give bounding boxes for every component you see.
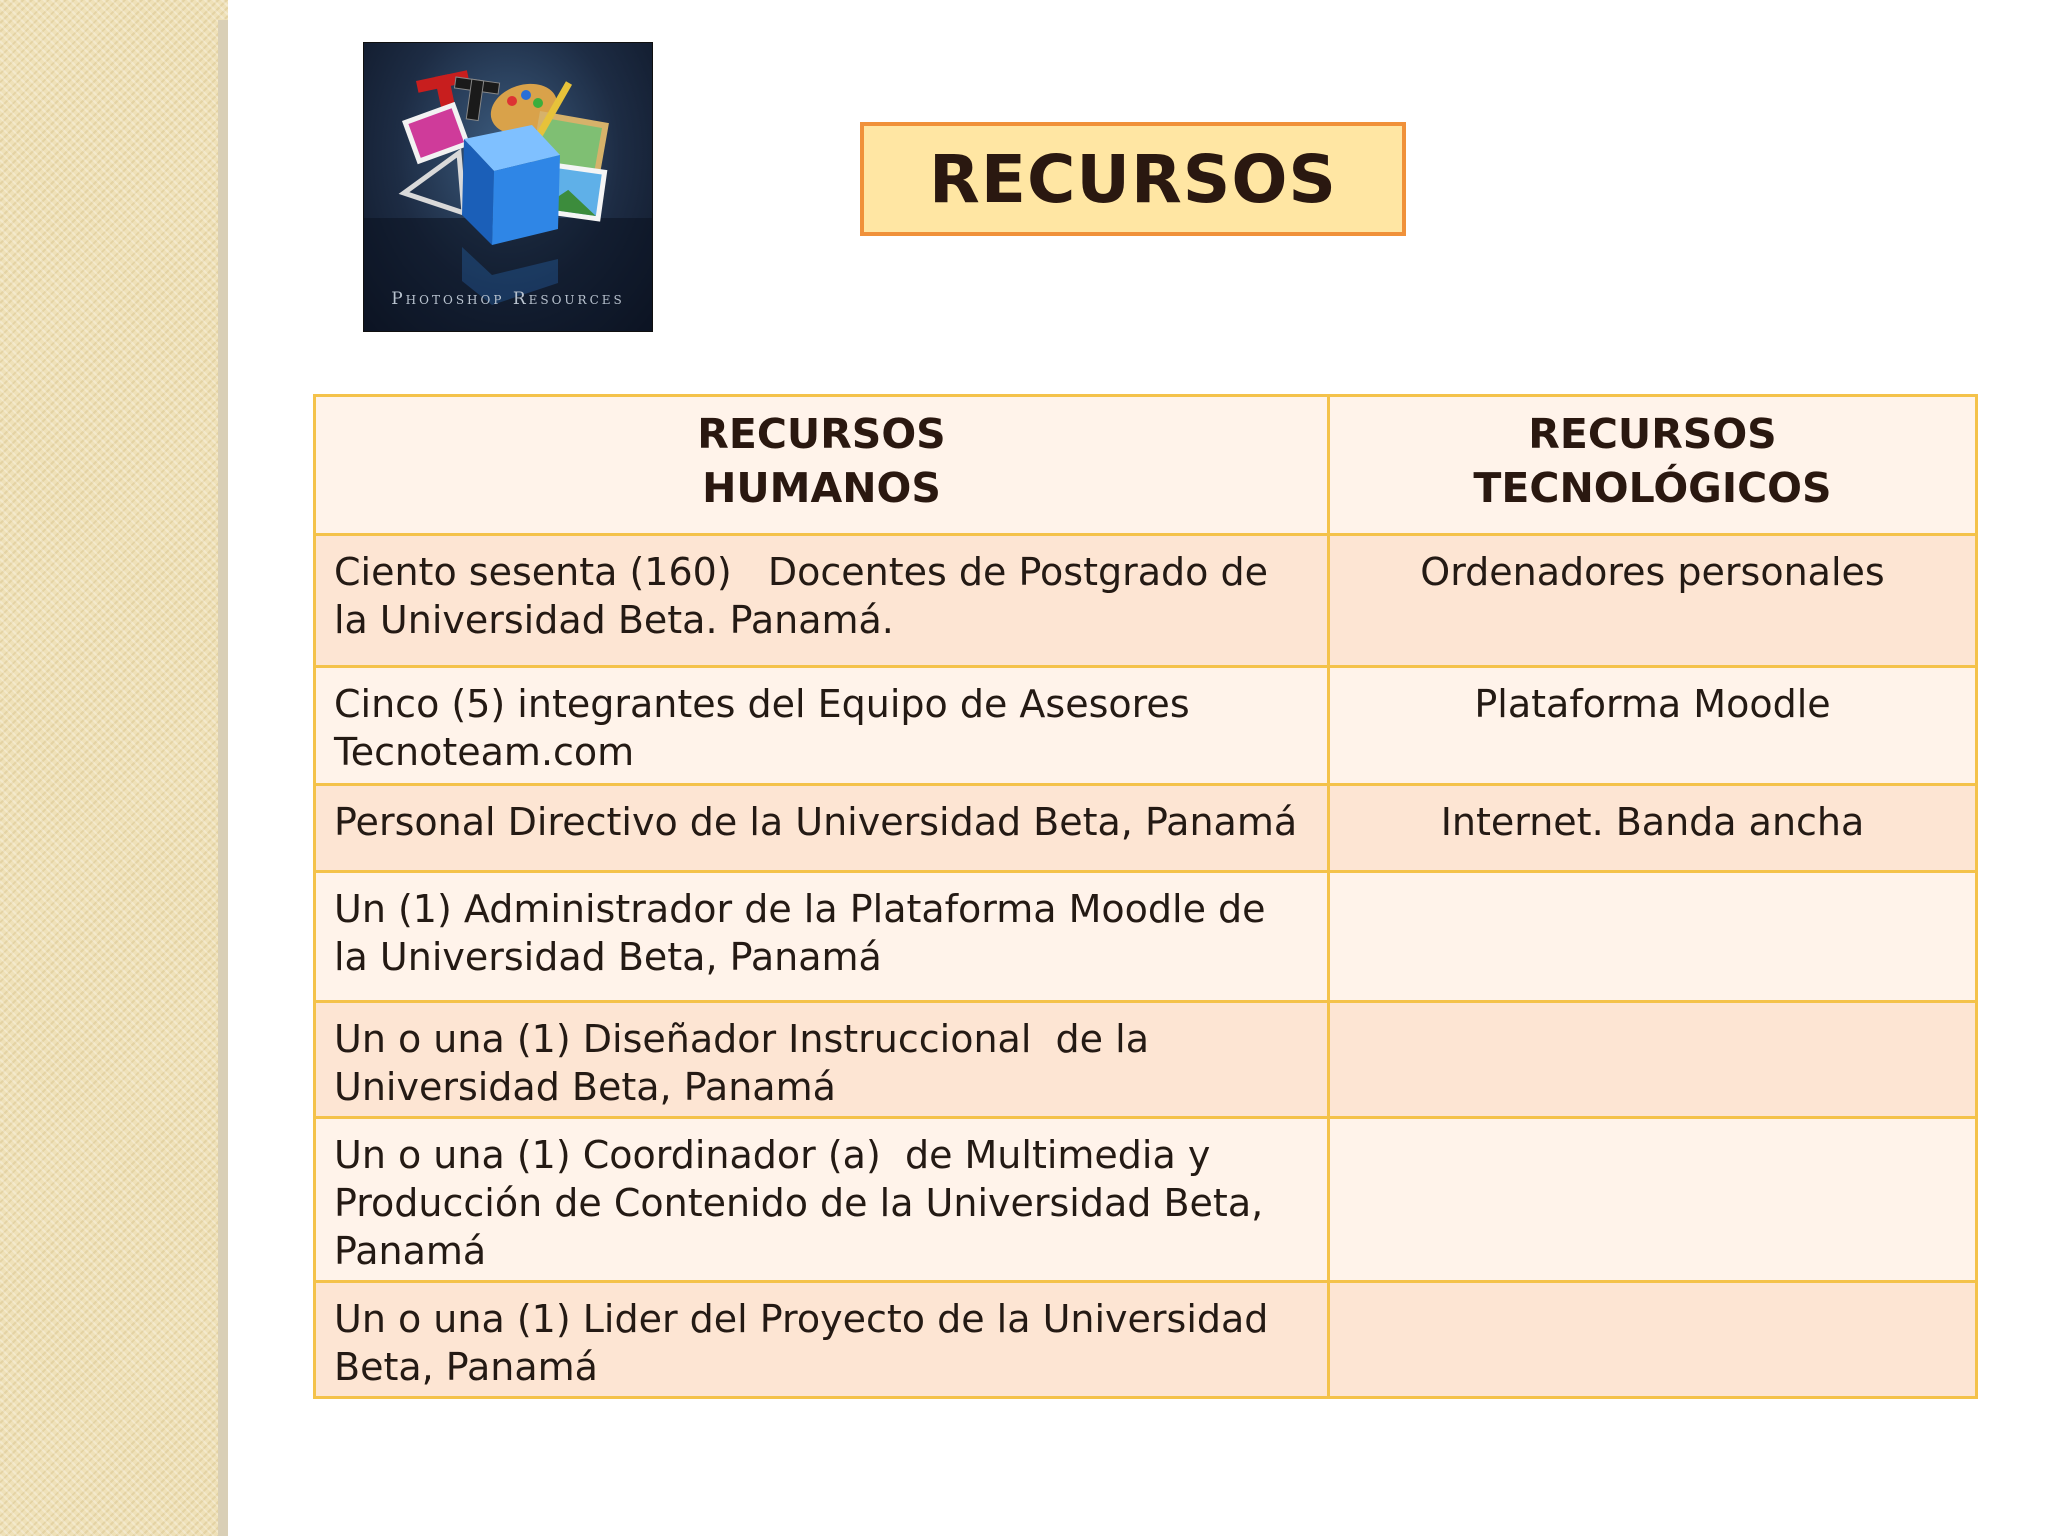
table-row (315, 1002, 1977, 1118)
human-resource-cell: Personal Directivo de la Universidad Beta, Panamá (315, 785, 1329, 872)
table-row (315, 667, 1977, 785)
tech-resource-cell: Ordenadores personales (1329, 535, 1977, 667)
tech-resource-cell (1329, 1002, 1977, 1118)
human-resource-cell: Ciento sesenta (160) Docentes de Postgrado de la Universidad Beta. Panamá. (315, 535, 1329, 667)
header-human-line-1: RECURSOS (697, 410, 946, 458)
human-resource-cell: Un o una (1) Diseñador Instruccional de la Universidad Beta, Panamá (315, 1002, 1329, 1118)
table-row (315, 535, 1977, 667)
human-resource-cell: Un o una (1) Coordinador (a) de Multimedia y Producción de Contenido de la Universidad Beta, Panamá (315, 1118, 1329, 1282)
tech-resource-cell: Internet. Banda ancha (1329, 785, 1977, 872)
tech-resource-cell (1329, 1282, 1977, 1398)
header-human-resources (315, 396, 1329, 535)
header-tech-line-1: RECURSOS (1528, 410, 1777, 458)
header-tech-resources (1329, 396, 1977, 535)
table-header-row (315, 396, 1977, 535)
logo-caption: Photoshop Resources (391, 289, 625, 309)
left-strip-edge (218, 20, 228, 1536)
photoshop-resources-logo (363, 42, 653, 332)
human-resource-cell: Cinco (5) integrantes del Equipo de Asesores Tecnoteam.com (315, 667, 1329, 785)
resources-table (313, 394, 1978, 1399)
tech-resource-cell: Plataforma Moodle (1329, 667, 1977, 785)
tech-resource-cell (1329, 872, 1977, 1002)
header-human-line-2: HUMANOS (702, 464, 941, 512)
header-tech-line-2: TECNOLÓGICOS (1473, 464, 1832, 512)
tech-resource-cell (1329, 1118, 1977, 1282)
title-box (860, 122, 1406, 236)
left-decorative-strip (0, 0, 228, 1536)
table-row (315, 785, 1977, 872)
table-row (315, 1118, 1977, 1282)
slide-title: RECURSOS (929, 140, 1337, 218)
human-resource-cell: Un (1) Administrador de la Plataforma Moodle de la Universidad Beta, Panamá (315, 872, 1329, 1002)
table-row (315, 872, 1977, 1002)
table-row (315, 1282, 1977, 1398)
human-resource-cell: Un o una (1) Lider del Proyecto de la Universidad Beta, Panamá (315, 1282, 1329, 1398)
